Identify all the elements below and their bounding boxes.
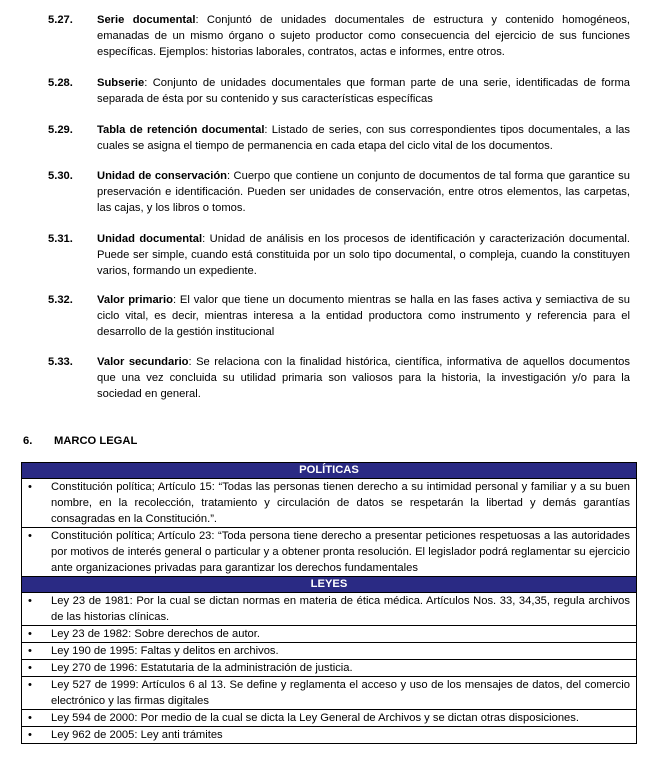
table-row xyxy=(22,643,637,660)
table-row xyxy=(22,479,637,528)
definition-text: : Conjunto de unidades documentales que forman parte de una serie, identificadas de forma separada de ésta por su contenido y sus características específicas xyxy=(97,77,630,105)
definition-text: : Unidad de análisis en los procesos de identificación y caracterización documental. Puede ser simple, cuando está constituida por un solo tipo documental, o compleja, cuando la constituyen varios, formando un expediente. xyxy=(97,233,630,277)
ley-text: Ley 190 de 1995: Faltas y delitos en archivos. xyxy=(51,645,279,657)
definition-5-29 xyxy=(48,122,630,154)
ley-item xyxy=(22,710,637,727)
definition-5-30 xyxy=(48,168,630,216)
ley-text: Ley 23 de 1981: Por la cual se dictan normas en materia de ética médica. Artículos Nos. 33, 34,35, regula archivos de las historias clínicas. xyxy=(51,595,630,623)
table-row xyxy=(22,727,637,744)
bullet-icon: • xyxy=(28,729,32,741)
definition-term: Unidad de conservación xyxy=(97,170,227,182)
ley-text: Ley 23 de 1982: Sobre derechos de autor. xyxy=(51,628,260,640)
definition-number: 5.30. xyxy=(48,170,73,182)
bullet-icon: • xyxy=(28,530,32,542)
section-title: MARCO LEGAL xyxy=(54,435,138,447)
definition-term: Serie documental xyxy=(97,14,196,26)
bullet-icon: • xyxy=(28,712,32,724)
table-header-row xyxy=(22,463,637,479)
bullet-icon: • xyxy=(28,645,32,657)
definition-text: : El valor que tiene un documento mientras se halla en las fases activa y semiactiva de su ciclo vital, es decir, mientras interesa a la entidad productora como instrumento y referencia para el desarrollo de la gestión institucional xyxy=(97,294,630,338)
definition-number: 5.33. xyxy=(48,356,73,368)
table-row xyxy=(22,660,637,677)
definition-5-33 xyxy=(48,354,630,402)
ley-item xyxy=(22,677,637,710)
table-row xyxy=(22,528,637,577)
politica-item xyxy=(22,479,637,528)
leyes-header: LEYES xyxy=(22,577,637,593)
table-header-row xyxy=(22,577,637,593)
bullet-icon: • xyxy=(28,595,32,607)
definition-term: Unidad documental xyxy=(97,233,203,245)
definition-term: Valor primario xyxy=(97,294,173,306)
politica-text: Constitución política; Artículo 23: “Toda persona tiene derecho a presentar peticiones respetuosas a las autoridades por motivos de interés general o particular y a obtener pronta resolución. El legislador podrá reglamentar su ejercicio ante organizaciones privadas para garantizar los derechos fundamentales xyxy=(51,530,630,574)
legal-framework-table xyxy=(21,462,637,744)
definition-5-28 xyxy=(48,75,630,107)
definition-text: : Se relaciona con la finalidad histórica, científica, informativa de aquellos documentos que una vez concluida su utilidad primaria son valiosos para la historia, la investigación y/o para la sociedad en general. xyxy=(97,356,631,400)
definition-term: Tabla de retención documental xyxy=(97,124,265,136)
definition-5-27 xyxy=(48,12,630,60)
definition-term: Valor secundario xyxy=(97,356,189,368)
section-heading xyxy=(23,433,137,449)
definition-5-31 xyxy=(48,231,630,279)
bullet-icon: • xyxy=(28,679,32,691)
ley-text: Ley 527 de 1999: Artículos 6 al 13. Se define y reglamenta el acceso y uso de los mensajes de datos, del comercio electrónico y las firmas digitales xyxy=(51,679,630,707)
definition-text: : Conjuntó de unidades documentales de estructura y contenido homogéneos, emanadas de un mismo órgano o sujeto productor como consecuencia del ejercicio de sus funciones específicas. Ejemplos: historias laborales, contratos, actas e informes, entre otros. xyxy=(97,14,630,58)
section-number: 6. xyxy=(23,435,33,447)
table-row xyxy=(22,677,637,710)
bullet-icon: • xyxy=(28,662,32,674)
ley-item xyxy=(22,626,637,643)
definition-number: 5.28. xyxy=(48,77,73,89)
definition-number: 5.31. xyxy=(48,233,73,245)
definition-number: 5.29. xyxy=(48,124,73,136)
politica-item xyxy=(22,528,637,577)
bullet-icon: • xyxy=(28,628,32,640)
ley-item xyxy=(22,643,637,660)
table-row xyxy=(22,593,637,626)
definition-5-32 xyxy=(48,292,630,340)
ley-text: Ley 594 de 2000: Por medio de la cual se dicta la Ley General de Archivos y se dictan otras disposiciones. xyxy=(51,712,579,724)
definition-term: Subserie xyxy=(97,77,145,89)
politica-text: Constitución política; Artículo 15: “Todas las personas tienen derecho a su intimidad personal y familiar y a su buen nombre, en la recolección, tratamiento y circulación de datos se respetarán la libertad y demás garantías consagradas en la Constitución.”. xyxy=(51,481,630,525)
ley-item xyxy=(22,727,637,744)
definition-text: : Cuerpo que contiene un conjunto de documentos de tal forma que garantice su preservación e identificación. Pueden ser unidades de conservación, entre otros elementos, las carpetas, las cajas, y los libros o tomos. xyxy=(97,170,630,214)
politicas-header: POLÍTICAS xyxy=(22,463,637,479)
ley-text: Ley 962 de 2005: Ley anti trámites xyxy=(51,729,223,741)
definition-number: 5.32. xyxy=(48,294,73,306)
ley-item xyxy=(22,660,637,677)
ley-item xyxy=(22,593,637,626)
definition-text: : Listado de series, con sus correspondientes tipos documentales, a las cuales se asigna el tiempo de permanencia en cada etapa del ciclo vital de los documentos. xyxy=(97,124,630,152)
definition-number: 5.27. xyxy=(48,14,73,26)
table-row xyxy=(22,626,637,643)
bullet-icon: • xyxy=(28,481,32,493)
table-row xyxy=(22,710,637,727)
ley-text: Ley 270 de 1996: Estatutaria de la administración de justicia. xyxy=(51,662,353,674)
